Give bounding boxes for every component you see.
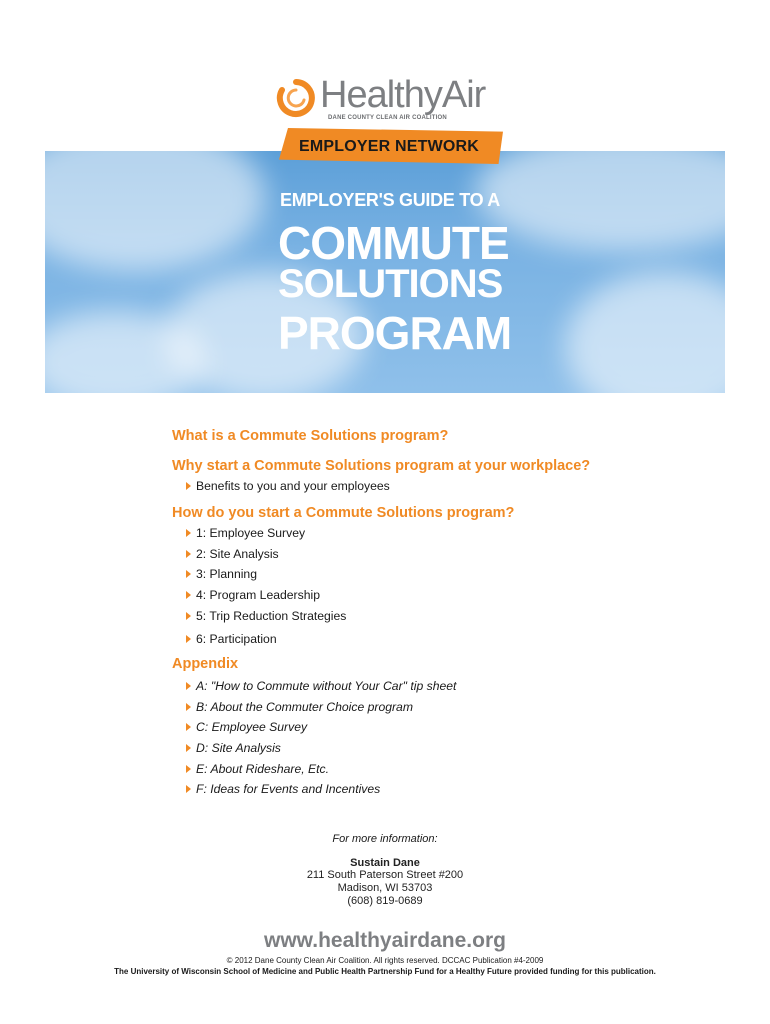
bullet-triangle-icon [186, 591, 191, 599]
list-item: 4: Program Leadership [186, 588, 320, 602]
contact-street: 211 South Paterson Street #200 [306, 869, 464, 881]
website-link[interactable]: www.healthyairdane.org [264, 929, 506, 952]
section-heading: Appendix [172, 656, 239, 672]
hero-title-line3: PROGRAM [278, 307, 512, 359]
bullet-triangle-icon [186, 550, 191, 558]
cloud-shape [45, 151, 265, 271]
contact-phone: (608) 819-0689 [347, 895, 423, 907]
logo-wordmark: HealthyAir [320, 74, 486, 116]
list-item: E: About Rideshare, Etc. [186, 762, 329, 776]
bullet-triangle-icon [186, 703, 191, 711]
list-item: C: Employee Survey [186, 720, 307, 734]
hero-title-line2: SOLUTIONS [278, 262, 503, 306]
bullet-triangle-icon [186, 682, 191, 690]
list-item: Benefits to you and your employees [186, 479, 390, 493]
list-item: 3: Planning [186, 567, 257, 581]
copyright-line: © 2012 Dane County Clean Air Coalition. All rights reserved. DCCAC Publication #4-2009 [226, 956, 544, 965]
contact-block [0, 833, 770, 908]
bullet-triangle-icon [186, 529, 191, 537]
list-item: D: Site Analysis [186, 741, 281, 755]
contact-lead: For more information: [332, 833, 438, 845]
bullet-triangle-icon [186, 482, 191, 490]
list-item: 5: Trip Reduction Strategies [186, 609, 346, 623]
bullet-triangle-icon [186, 635, 191, 643]
bullet-triangle-icon [186, 723, 191, 731]
section-heading: How do you start a Commute Solutions program? [172, 505, 515, 521]
hero-subtitle: EMPLOYER'S GUIDE TO A [280, 190, 501, 210]
section-heading: What is a Commute Solutions program? [172, 428, 449, 444]
bullet-triangle-icon [186, 785, 191, 793]
list-item: 2: Site Analysis [186, 547, 279, 561]
list-item: B: About the Commuter Choice program [186, 700, 413, 714]
swirl-logo-icon [276, 78, 316, 118]
logo-tagline: DANE COUNTY CLEAN AIR COALITION [328, 115, 447, 121]
contact-org: Sustain Dane [350, 857, 420, 869]
bullet-triangle-icon [186, 744, 191, 752]
cloud-shape [475, 151, 725, 251]
list-item: 6: Participation [186, 632, 277, 646]
bullet-triangle-icon [186, 570, 191, 578]
section-heading: Why start a Commute Solutions program at your workplace? [172, 458, 591, 474]
list-item: 1: Employee Survey [186, 526, 305, 540]
list-item: A: "How to Commute without Your Car" tip sheet [186, 679, 456, 693]
cloud-shape [565, 271, 725, 393]
contact-city: Madison, WI 53703 [337, 882, 433, 894]
bullet-triangle-icon [186, 612, 191, 620]
healthyair-logo [276, 76, 516, 126]
hero-title-line1: COMMUTE [278, 217, 509, 269]
list-item: F: Ideas for Events and Incentives [186, 782, 380, 796]
bullet-triangle-icon [186, 765, 191, 773]
banner-label: EMPLOYER NETWORK [298, 138, 480, 155]
funding-note: The University of Wisconsin School of Medicine and Public Health Partnership Fund for a Healthy Future provided funding for this publication. [114, 967, 656, 976]
